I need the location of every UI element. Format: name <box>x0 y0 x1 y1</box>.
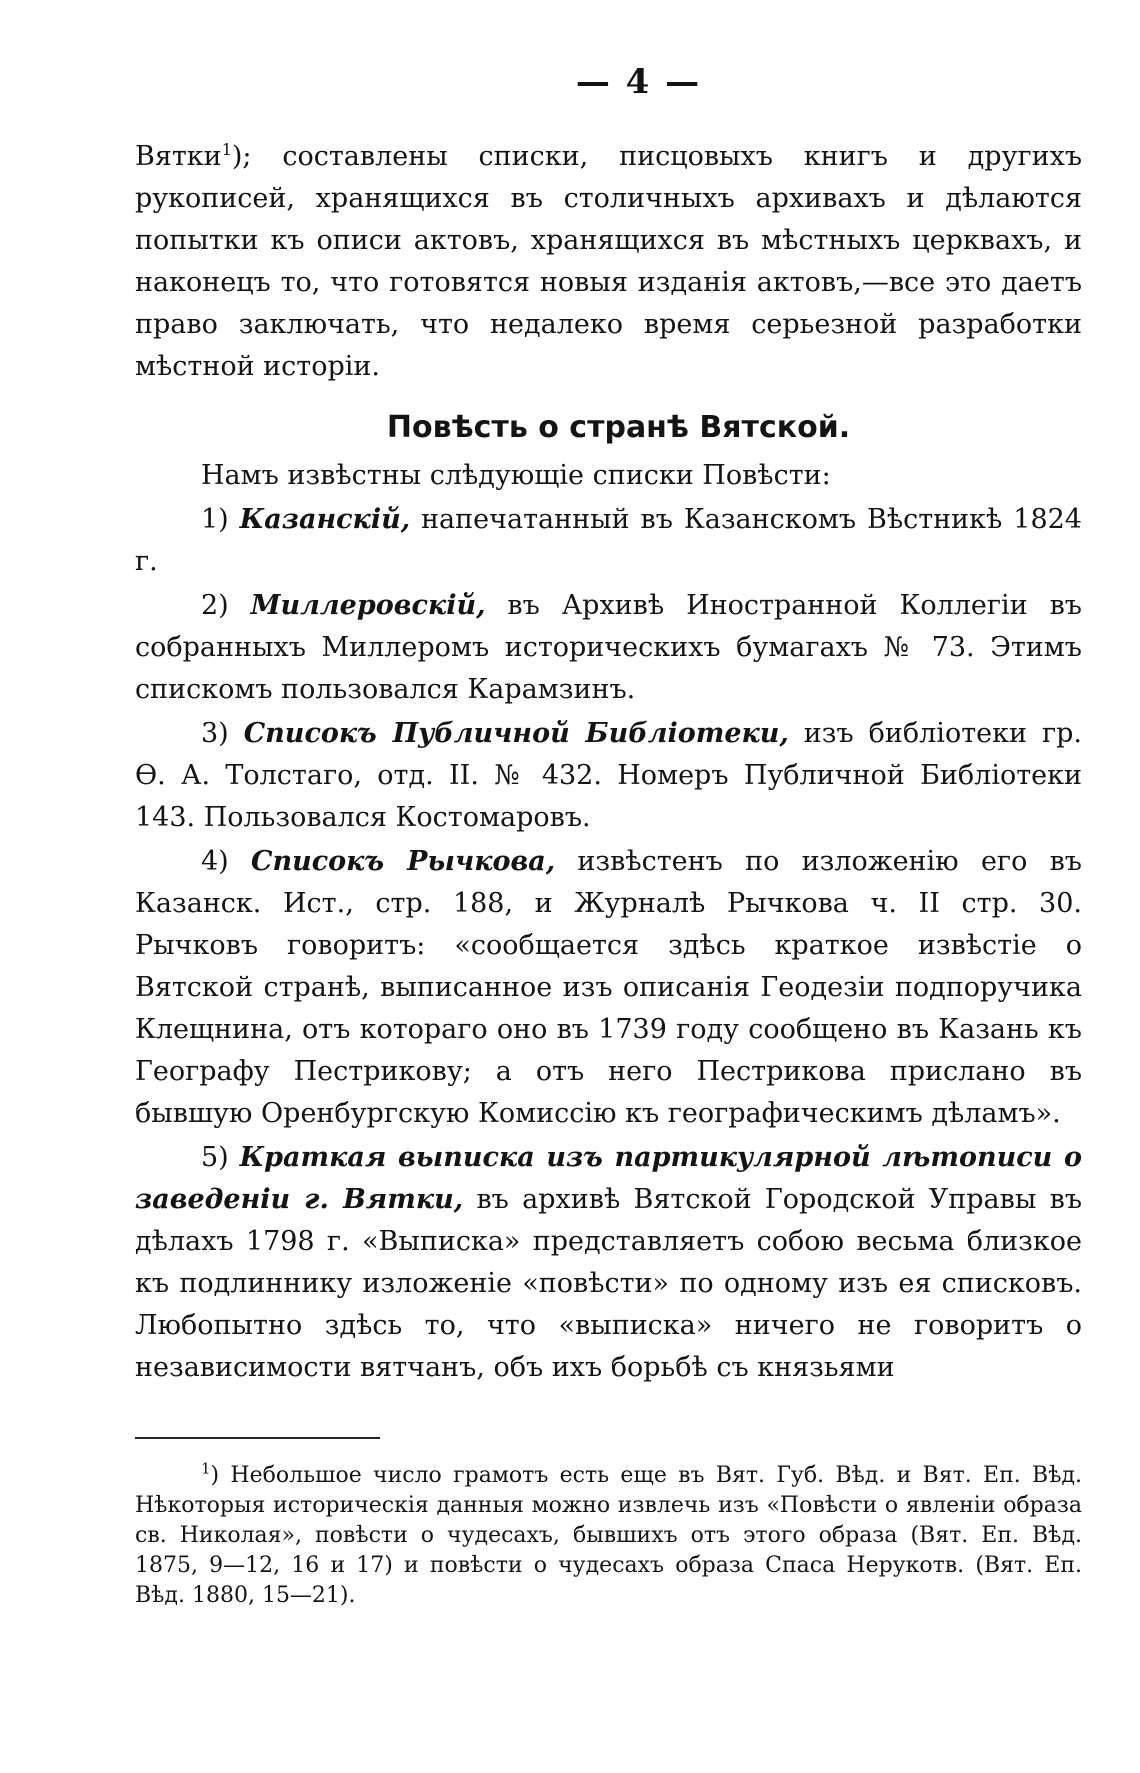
item-title: Списокъ Публичной Библіотеки, <box>243 718 789 749</box>
intro-paragraph <box>135 136 1082 388</box>
footnote-divider <box>135 1437 380 1439</box>
item-title: Краткая выписка изъ партикулярной лѣтописи о заведеніи г. Вятки, <box>135 1142 1082 1215</box>
footnote <box>135 1461 1082 1611</box>
item-text: въ архивѣ Вятской Городской Управы въ дѣлахъ 1798 г. «Выписка» представляетъ собою весьма близкое къ подлиннику изложеніе «повѣсти» по одному изъ ея списковъ. Любопытно здѣсь то, что «выписка» ничего не говоритъ о независимости вятчанъ, объ ихъ борьбѣ съ князьями <box>135 1184 1083 1383</box>
item-text: изъ библіотеки гр. Ѳ. А. Толстаго, отд. II. № 432. Номеръ Публичной Библіотеки 143. Пользовался Костомаровъ. <box>135 718 1082 833</box>
page-number: — 4 — <box>575 62 702 102</box>
intro-word: Вятки <box>135 141 222 172</box>
footnote-mark: 1 <box>201 1459 211 1478</box>
footnote-ref: 1 <box>221 140 232 159</box>
intro-text: ); составлены списки, писцовыхъ книгъ и другихъ рукописей, хранящихся въ столичныхъ архивахъ и дѣлаются попытки къ описи актовъ, хранящихся въ мѣстныхъ церквахъ, и наконецъ то, что готовятся новыя изданія актовъ,—все это даетъ право заключать, что недалеко время серьезной разработки мѣстной исторіи. <box>135 141 1082 382</box>
list-item <box>135 1137 1082 1389</box>
list-item <box>135 585 1082 711</box>
footnote-text: ) Небольшое число грамотъ есть еще въ Вят. Губ. Вѣд. и Вят. Еп. Вѣд. Нѣкоторыя историческія данныя можно извлечь изъ «Повѣсти о явленіи образа св. Николая», повѣсти о чудесахъ, бывшихъ отъ этого образа (Вят. Еп. Вѣд. 1875, 9—12, 16 и 17) и повѣсти о чудесахъ образа Спаса Нерукотв. (Вят. Еп. Вѣд. 1880, 15—21). <box>135 1463 1082 1608</box>
list-item <box>135 713 1082 839</box>
item-text: напечатанный въ Казанскомъ Вѣстникѣ 1824 г. <box>135 504 1082 577</box>
lead-paragraph: Намъ извѣстны слѣдующіе списки Повѣсти: <box>201 460 831 491</box>
item-number: 1) <box>201 504 229 535</box>
item-title: Казанскій, <box>239 504 411 535</box>
item-number: 4) <box>201 846 229 877</box>
list-item <box>135 499 1082 583</box>
item-title: Списокъ Рычкова, <box>250 846 556 877</box>
item-number: 3) <box>201 718 229 749</box>
item-text: извѣстенъ по изложенію его въ Казанск. Ист., стр. 188, и Журналѣ Рычкова ч. II стр. 30. Рычковъ говоритъ: «сообщается здѣсь краткое извѣстіе о Вятской странѣ, выписанное изъ описанія Геодезіи подпоручика Клещнина, отъ котораго оно въ 1739 году сообщено въ Казань къ Географу Пестрикову; а отъ него Пестрикова прислано въ бывшую Оренбургскую Комиссію къ географическимъ дѣламъ». <box>135 846 1082 1129</box>
item-text: въ Архивѣ Иностранной Коллегіи въ собранныхъ Миллеромъ историческихъ бумагахъ № 73. Этимъ спискомъ пользовался Карамзинъ. <box>135 590 1082 705</box>
item-title: Миллеровскій, <box>250 590 486 621</box>
list-item <box>135 841 1082 1135</box>
item-number: 5) <box>201 1142 229 1173</box>
item-number: 2) <box>201 590 229 621</box>
section-heading: Повѣсть о странѣ Вятской. <box>386 410 851 445</box>
